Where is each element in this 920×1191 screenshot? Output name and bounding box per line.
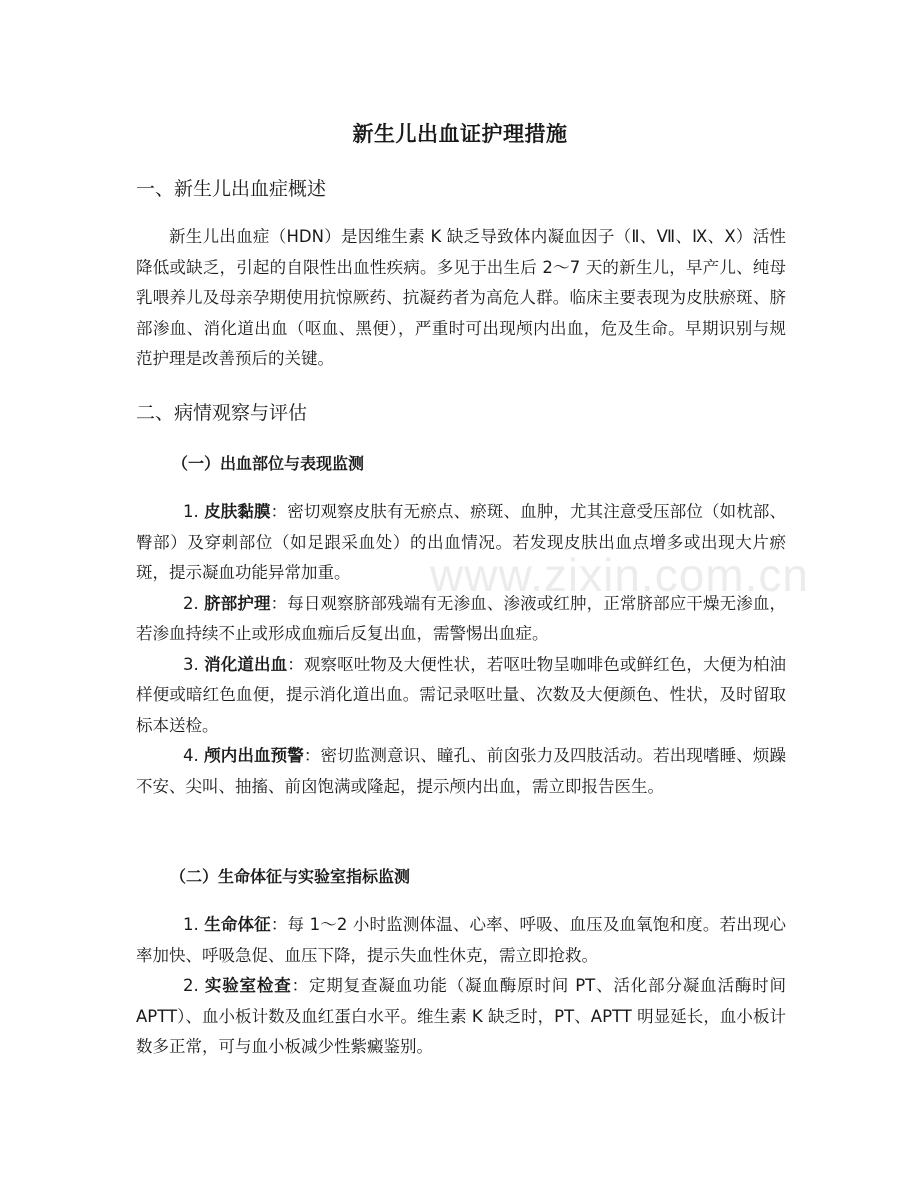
item-text: ：每 1～2 小时监测体温、心率、呼吸、血压及血氧饱和度。若出现心率加快、呼吸急促、血压下降，提示失血性休克，需立即抢救。 xyxy=(136,915,786,965)
section-1-heading: 一、新生儿出血症概述 xyxy=(136,178,327,200)
item-term: 脐部护理 xyxy=(204,593,271,613)
watermark: www.zixin.com.cn xyxy=(430,549,809,601)
item-text: ：密切监测意识、瞳孔、前囟张力及四肢活动。若出现嗜睡、烦躁不安、尖叫、抽搐、前囟饱满或隆起，提示颅内出血，需立即报告医生。 xyxy=(136,746,787,796)
page-title: 新生儿出血证护理措施 xyxy=(352,122,568,146)
item-number: 1. xyxy=(183,502,199,521)
section-1-paragraph: 新生儿出血症（HDN）是因维生素 K 缺乏导致体内凝血因子（Ⅱ、Ⅶ、Ⅸ、Ⅹ）活性降低或缺乏，引起的自限性出血性疾病。多见于出生后 2～7 天的新生儿，早产儿、纯母乳喂养儿及母亲孕期使用抗惊厥药、抗凝药者为高危人群。临床主要表现为皮肤瘀斑、脐部渗血、消化道出血（呕血、黑便），严重时可出现颅内出血，危及生命。早期识别与规范护理是改善预后的关键。 xyxy=(136,227,786,368)
section-2-heading: 二、病情观察与评估 xyxy=(136,402,308,424)
item-number: 4. xyxy=(183,746,199,765)
section-1-body xyxy=(136,222,786,375)
list-item xyxy=(136,497,786,589)
list-item xyxy=(136,910,786,971)
item-term: 颅内出血预警 xyxy=(204,746,304,765)
item-number: 1. xyxy=(183,915,199,934)
item-term: 实验室检查 xyxy=(204,976,292,995)
item-number: 3. xyxy=(183,654,199,674)
item-text: ：观察呕吐物及大便性状，若呕吐物呈咖啡色或鲜红色，大便为柏油样便或暗红色血便，提示消化道出血。需记录呕吐量、次数及大便颜色、性状，及时留取标本送检。 xyxy=(136,654,786,735)
list-item xyxy=(136,589,786,650)
item-number: 2. xyxy=(183,976,199,995)
list-item xyxy=(136,741,786,802)
subsection-2-list xyxy=(136,910,786,1063)
item-term: 消化道出血 xyxy=(204,654,288,674)
item-number: 2. xyxy=(183,593,199,613)
subsection-1-list xyxy=(136,497,786,802)
item-term: 皮肤黏膜 xyxy=(204,502,271,521)
item-term: 生命体征 xyxy=(204,915,271,934)
list-item xyxy=(136,650,786,742)
list-item xyxy=(136,971,786,1063)
subsection-1-heading: （一）出血部位与表现监测 xyxy=(172,454,365,473)
item-text: ：密切观察皮肤有无瘀点、瘀斑、血肿，尤其注意受压部位（如枕部、臀部）及穿刺部位（如足跟采血处）的出血情况。若发现皮肤出血点增多或出现大片瘀斑，提示凝血功能异常加重。 xyxy=(136,502,787,582)
subsection-2-heading: （二）生命体征与实验室指标监测 xyxy=(170,867,411,886)
item-text: ：定期复查凝血功能（凝血酶原时间 PT、活化部分凝血活酶时间 APTT）、血小板计数及血红蛋白水平。维生素 K 缺乏时，PT、APTT 明显延长，血小板计数多正常，可与血小板减少性紫癜鉴别。 xyxy=(136,976,787,1056)
item-text: ：每日观察脐部残端有无渗血、渗液或红肿，正常脐部应干燥无渗血，若渗血持续不止或形成血痂后反复出血，需警惕出血症。 xyxy=(136,593,787,643)
